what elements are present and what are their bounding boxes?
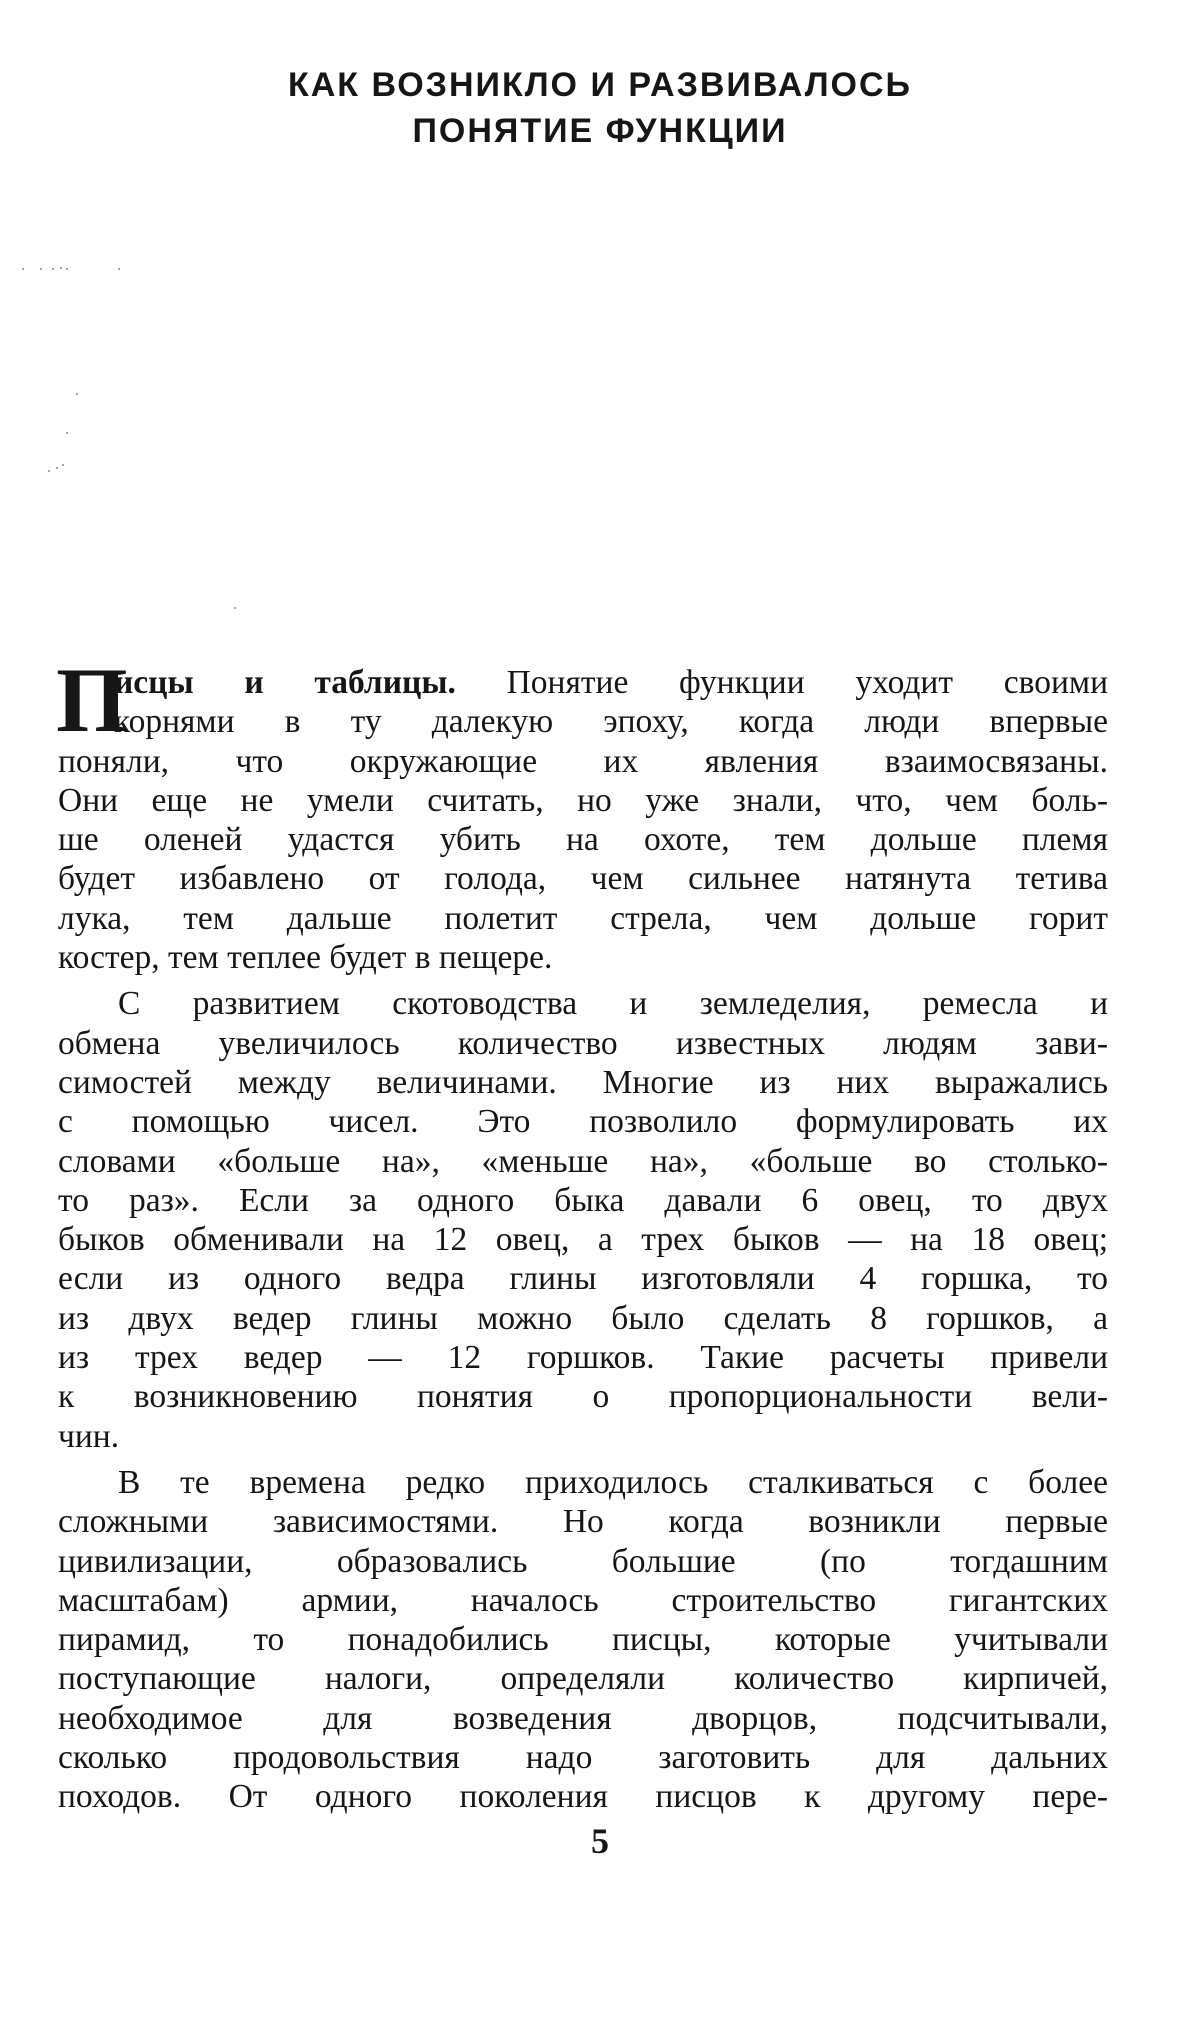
- scan-speck: [22, 268, 24, 270]
- text-line: если из одного ведра глины изготовляли 4 горшка, то: [58, 1260, 1108, 1298]
- text-line: костер, тем теплее будет в пещере.: [58, 939, 553, 977]
- text-line: [58, 663, 1108, 702]
- text-line: из трех ведер — 12 горшков. Такие расчеты привели: [58, 1339, 1108, 1377]
- scan-speck: [66, 432, 68, 434]
- text-line: поняли, что окружающие их явления взаимосвязаны.: [58, 742, 1108, 780]
- text-fragment: Понятие функции уходит своими: [455, 664, 1108, 701]
- text-line: поступающие налоги, определяли количество кирпичей,: [58, 1660, 1108, 1698]
- scan-speck: [56, 467, 58, 469]
- text-line: походов. От одного поколения писцов к другому пере-: [58, 1778, 1108, 1816]
- text-line: обмена увеличилось количество известных людям зави-: [58, 1024, 1108, 1062]
- text-line: В те времена редко приходилось сталкиваться с более: [118, 1463, 1108, 1501]
- text-line: цивилизации, образовались большие (по тогдашним: [58, 1542, 1108, 1580]
- text-line: пирамид, то понадобились писцы, которые учитывали: [58, 1621, 1108, 1659]
- scan-speck: [62, 464, 64, 466]
- text-line: словами «больше на», «меньше на», «больше во столько-: [58, 1142, 1108, 1180]
- section-heading: исцы и таблицы.: [114, 664, 456, 701]
- scan-speck: [118, 268, 120, 270]
- scan-speck: [48, 470, 50, 472]
- text-line: корнями в ту далекую эпоху, когда люди впервые: [114, 703, 1108, 741]
- text-line: необходимое для возведения дворцов, подсчитывали,: [58, 1699, 1108, 1737]
- scan-speck: [234, 607, 236, 609]
- body-text: [56, 649, 1108, 1817]
- drop-cap: П: [56, 649, 128, 751]
- text-line: то раз». Если за одного быка давали 6 овец, то двух: [58, 1181, 1108, 1219]
- scan-speck: [60, 267, 62, 269]
- text-line: к возникновению понятия о пропорциональности вели-: [58, 1378, 1108, 1416]
- scan-speck: [76, 393, 78, 395]
- paragraph-gap: [58, 977, 1108, 984]
- scan-speck: [40, 268, 42, 270]
- text-line: будет избавлено от голода, чем сильнее натянута тетива: [58, 860, 1108, 898]
- text-line: быков обменивали на 12 овец, а трех быков — на 18 овец;: [58, 1221, 1108, 1259]
- text-line: из двух ведер глины можно было сделать 8 горшков, а: [58, 1299, 1108, 1337]
- text-line: сложными зависимостями. Но когда возникли первые: [58, 1503, 1108, 1541]
- chapter-title-line-1: КАК ВОЗНИКЛО И РАЗВИВАЛОСЬ: [288, 66, 912, 104]
- text-line: симостей между величинами. Многие из них выражались: [58, 1063, 1108, 1101]
- chapter-title-line-2: ПОНЯТИЕ ФУНКЦИИ: [412, 112, 788, 150]
- scan-speck: [66, 268, 68, 270]
- text-line: Они еще не умели считать, но уже знали, что, чем боль-: [58, 781, 1108, 819]
- text-line: сколько продовольствия надо заготовить для дальних: [58, 1739, 1108, 1777]
- text-line: С развитием скотоводства и земледелия, ремесла и: [118, 985, 1108, 1023]
- chapter-title: [0, 62, 1200, 154]
- text-line: лука, тем дальше полетит стрела, чем дольше горит: [58, 899, 1108, 937]
- text-line: чин.: [58, 1417, 120, 1455]
- scan-speck: [52, 268, 54, 270]
- text-line: с помощью чисел. Это позволило формулировать их: [58, 1103, 1108, 1141]
- text-line: масштабам) армии, началось строительство гигантских: [58, 1581, 1108, 1619]
- paragraph-gap: [58, 1456, 1108, 1463]
- page-number: 5: [591, 1821, 609, 1861]
- text-line: ше оленей удастся убить на охоте, тем дольше племя: [58, 821, 1108, 859]
